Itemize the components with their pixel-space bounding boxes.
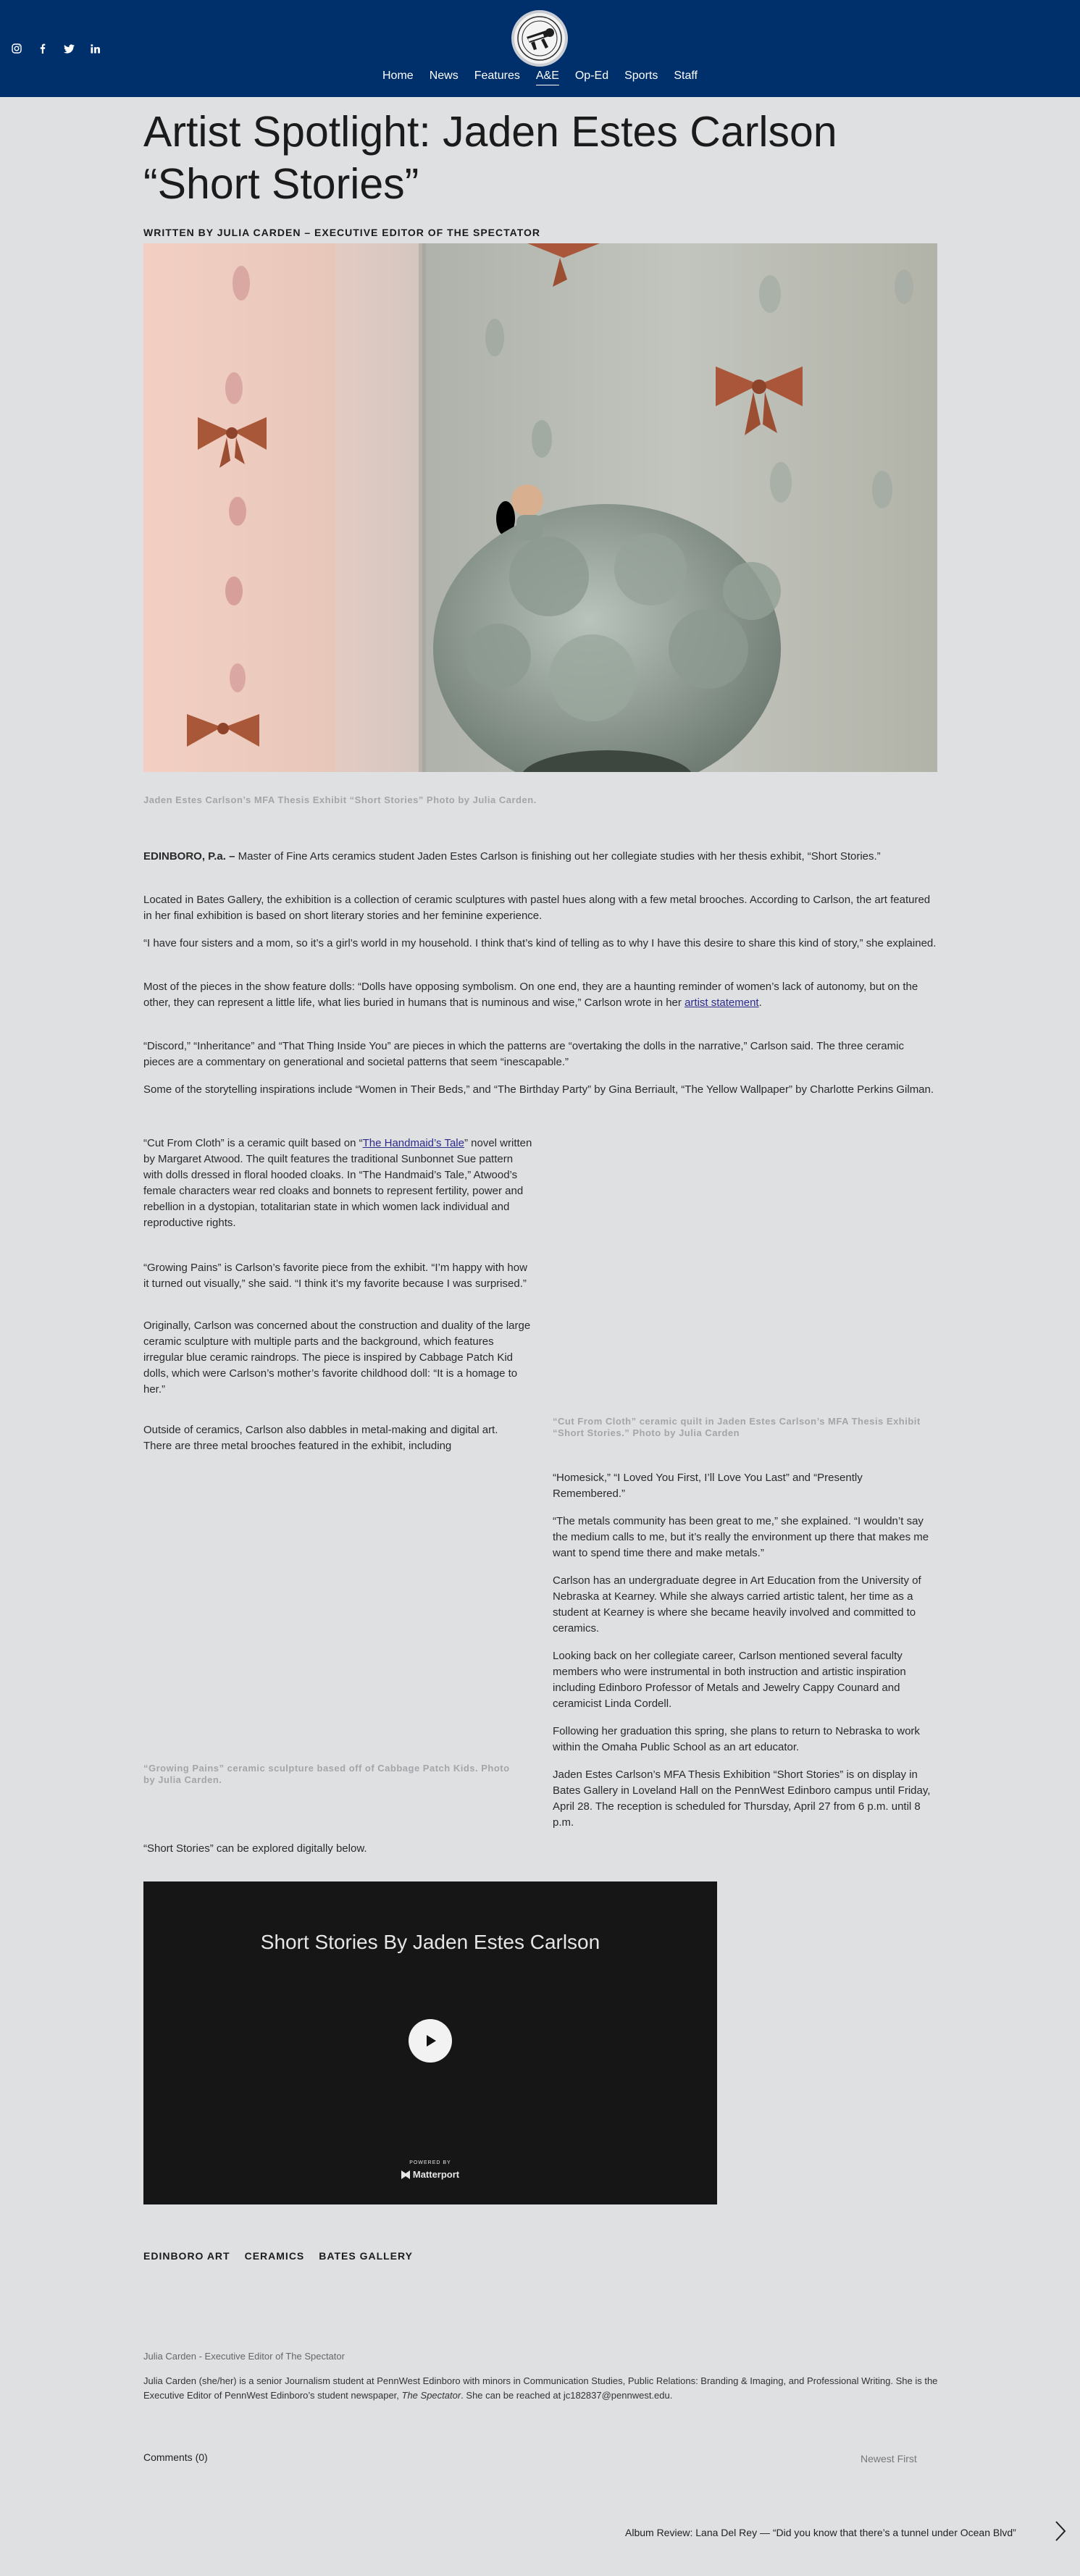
article-tags — [143, 2250, 413, 2262]
paragraph-13: Carlson has an undergraduate degree in Art Education from the University of Nebraska at Kearney. While she always carried artistic talent, her time as a student at Kearney is where she became heavily involved and committed to ceramics. — [553, 1574, 921, 1635]
nav-sports[interactable]: Sports — [624, 70, 658, 82]
paragraph-6: Some of the storytelling inspirations include “Women in Their Beds,” and “The Birthday Party” by Gina Berriault, “The Yellow Wallpaper” by Charlotte Perkins Gilman. — [143, 1083, 934, 1096]
comments-count[interactable]: Comments (0) — [143, 2451, 208, 2463]
nav-oped[interactable]: Op-Ed — [574, 70, 609, 82]
paragraph-10: Outside of ceramics, Carlson also dabbles in metal-making and digital art. There are three metal brooches featured in the exhibit, including — [143, 1424, 498, 1452]
nav-staff[interactable]: Staff — [674, 70, 698, 82]
dateline: EDINBORO, P.a. – — [143, 850, 235, 863]
tag-ceramics[interactable]: CERAMICS — [244, 2250, 305, 2262]
social-links — [10, 42, 101, 55]
instagram-icon[interactable] — [10, 42, 23, 55]
tag-bates-gallery[interactable]: BATES GALLERY — [319, 2250, 413, 2262]
article-title: Artist Spotlight: Jaden Estes Carlson “Short Stories” — [143, 108, 837, 208]
play-button[interactable] — [409, 2019, 452, 2063]
paragraph-9: Originally, Carlson was concerned about the construction and duality of the large ceramic sculpture with multiple parts and the background, which features irregular blue ceramic raindrops. The piece is inspired by Cabbage Patch Kid dolls, which were Carlson’s mother’s favorite childhood doll: “It is a homage to her.” — [143, 1320, 531, 1396]
chevron-right-icon[interactable] — [1054, 2520, 1067, 2546]
embed-title: Short Stories By Jaden Estes Carlson — [260, 1931, 600, 1953]
nav-home[interactable]: Home — [382, 70, 414, 82]
handmaids-tale-link[interactable]: The Handmaid’s Tale — [362, 1137, 464, 1149]
article-byline: WRITTEN BY JULIA CARDEN – EXECUTIVE EDITOR OF THE SPECTATOR — [143, 227, 541, 238]
nav-features[interactable]: Features — [474, 70, 520, 82]
paragraph-4: Most of the pieces in the show feature dolls: “Dolls have opposing symbolism. On one end, they are a haunting reminder of women’s lack of autonomy, but on the other, they can represent a little life, what lies buried in humans that is numinous and wise,” Carlson wrote in her artist statement. — [143, 981, 918, 1009]
paragraph-3: “I have four sisters and a mom, so it’s a girl’s world in my household. I think that’s kind of telling as to why I have this desire to share this kind of story,” she explained. — [143, 937, 937, 949]
paragraph-5: “Discord,” “Inheritance” and “That Thing Inside You” are pieces in which the patterns are “overtaking the dolls in the narrative,” Carlson said. The three ceramic pieces are a commentary on generational and societal patterns that seem “inescapable.” — [143, 1040, 904, 1068]
next-post-link[interactable]: Album Review: Lana Del Rey — “Did you know that there’s a tunnel under Ocean Blvd” — [625, 2527, 1016, 2538]
facebook-icon[interactable] — [36, 42, 49, 55]
paragraph-15: Following her graduation this spring, she plans to return to Nebraska to work within the Omaha Public School as an art educator. — [553, 1725, 920, 1753]
tag-edinboro-art[interactable]: EDINBORO ART — [143, 2250, 230, 2262]
artist-statement-link[interactable]: artist statement — [685, 997, 759, 1009]
hero-caption: Jaden Estes Carlson’s MFA Thesis Exhibit “Short Stories” Photo by Julia Carden. — [143, 794, 537, 805]
hero-image — [143, 243, 937, 772]
nav-ae[interactable]: A&E — [536, 70, 559, 85]
paragraph-14: Looking back on her collegiate career, Carlson mentioned several faculty members who were instrumental in both instruction and artistic inspiration including Edinboro Professor of Metals and Jewelry Cappy Counard and ceramicist Linda Cordell. — [553, 1650, 906, 1710]
paragraph-12: “The metals community has been great to me,” she explained. “I wouldn’t say the medium calls to me, but it’s really the environment up there that makes me want to spend time there and make metals.” — [553, 1515, 929, 1559]
growing-pains-caption: “Growing Pains” ceramic sculpture based off of Cabbage Patch Kids. Photo by Julia Carden. — [143, 1763, 510, 1785]
matterport-embed[interactable] — [143, 1881, 717, 2204]
spectator-logo[interactable] — [511, 10, 568, 67]
quilt-caption: “Cut From Cloth” ceramic quilt in Jaden Estes Carlson’s MFA Thesis Exhibit “Short Stories.” Photo by Julia Carden — [553, 1416, 921, 1438]
author-bio: Julia Carden (she/her) is a senior Journalism student at PennWest Edinboro with minors in Communication Studies, Public Relations: Branding & Imaging, and Professional Writing. She is the Executive Editor of PennWest Edinboro’s student newspaper, The Spectator. She can be reached at jc182837@pennwest.edu. — [143, 2375, 938, 2401]
paragraph-2: Located in Bates Gallery, the exhibition is a collection of ceramic sculptures with pastel hues along with a few metal brooches. According to Carlson, the art featured in her final exhibition is based on short literary stories and her feminine experience. — [143, 894, 931, 922]
twitter-icon[interactable] — [62, 42, 75, 55]
powered-by-label: POWERED BY — [409, 2160, 451, 2165]
paragraph-16: Jaden Estes Carlson’s MFA Thesis Exhibition “Short Stories” is on display in Bates Gallery in Loveland Hall on the PennWest Edinboro campus until Friday, April 28. The reception is scheduled for Thursday, April 27 from 6 p.m. until 8 p.m. — [553, 1769, 931, 1829]
paragraph-7: “Cut From Cloth” is a ceramic quilt based on “The Handmaid’s Tale” novel written by Margaret Atwood. The quilt features the traditional Sunbonnet Sue pattern with dolls dressed in floral hooded cloaks. In “The Handmaid’s Tale,” Atwood’s female characters wear red cloaks and bonnets to represent fertility, power and rebellion in a dystopian, totalitarian state in which women lack individual and reproductive rights. — [143, 1137, 532, 1229]
paragraph-8: “Growing Pains” is Carlson’s favorite piece from the exhibit. “I’m happy with how it turned out visually,” she said. “I think it’s my favorite because I was surprised.” — [143, 1262, 527, 1290]
matterport-icon — [401, 2170, 410, 2181]
author-name[interactable]: Julia Carden - Executive Editor of The Spectator — [143, 2351, 345, 2362]
play-icon — [422, 2033, 438, 2049]
comments-sort[interactable]: Newest First — [861, 2453, 917, 2464]
nav-news[interactable]: News — [429, 70, 459, 82]
site-header — [0, 0, 1080, 97]
paragraph-1: EDINBORO, P.a. – Master of Fine Arts ceramics student Jaden Estes Carlson is finishing out her collegiate studies with her thesis exhibit, “Short Stories.” — [143, 850, 881, 863]
paragraph-11: “Homesick,” “I Loved You First, I’ll Love You Last” and “Presently Remembered.” — [553, 1472, 863, 1500]
paragraph-17: “Short Stories” can be explored digitally below. — [143, 1842, 367, 1855]
matterport-brand: Matterport — [143, 2169, 717, 2181]
linkedin-icon[interactable] — [88, 42, 101, 55]
main-nav — [0, 70, 1080, 85]
